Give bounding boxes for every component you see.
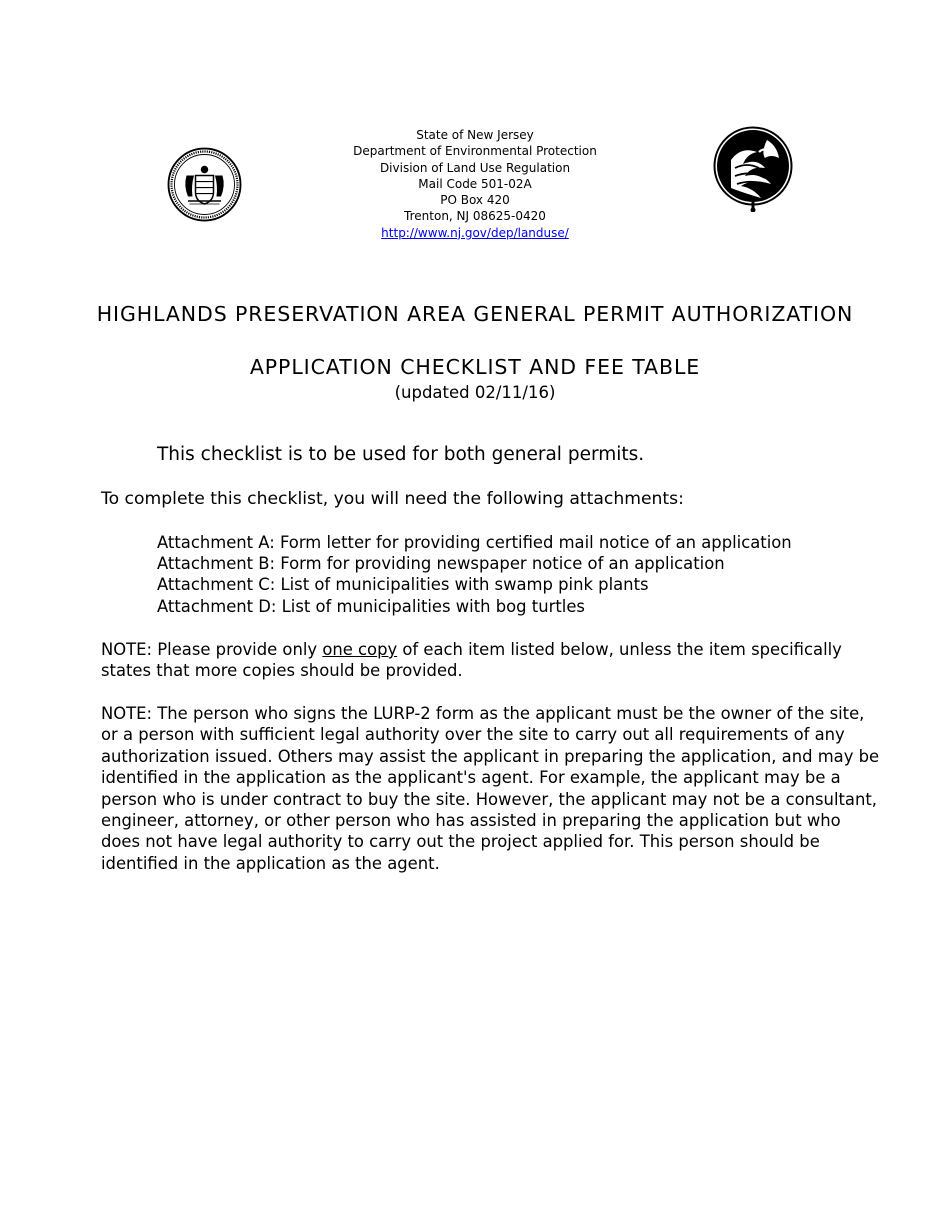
updated-date: (updated 02/11/16) — [394, 383, 556, 402]
agency-address-block — [325, 127, 625, 241]
note1-underlined: one copy — [322, 640, 398, 659]
attachments-list — [157, 532, 792, 617]
agency-department: Department of Environmental Protection — [353, 144, 597, 159]
document-title: HIGHLANDS PRESERVATION AREA GENERAL PERMIT AUTHORIZATION — [96, 302, 854, 326]
note1-text-before: NOTE: Please provide only — [101, 640, 323, 659]
note1-text-after: of each item listed below, unless the item specifically states that more copies should be provided. — [101, 640, 842, 681]
note-applicant: NOTE: The person who signs the LURP-2 form as the applicant must be the owner of the site, or a person with sufficient legal authority over the site to carry out all requirements of any authorization issued. Others may assist the applicant in preparing the application, and may be identified in the application as the applicant's agent. For example, the applicant may be a person who is under contract to buy the site. However, the applicant may not be a consultant, engineer, attorney, or other person who has assisted in preparing the application but who does not have legal authority to carry out the project applied for. This person should be identified in the application as the agent. — [101, 704, 880, 873]
intro-text: This checklist is to be used for both general permits. — [157, 444, 645, 465]
dep-logo-icon — [713, 126, 793, 212]
attachment-b: Attachment B: Form for providing newspaper notice of an application — [157, 554, 725, 574]
attachments-intro: To complete this checklist, you will need the following attachments: — [101, 489, 684, 509]
agency-city: Trenton, NJ 08625-0420 — [404, 209, 546, 224]
attachment-c: Attachment C: List of municipalities with swamp pink plants — [157, 575, 649, 595]
agency-po-box: PO Box 420 — [440, 193, 510, 208]
agency-website-link[interactable]: http://www.nj.gov/dep/landuse/ — [381, 225, 569, 240]
attachment-a: Attachment A: Form letter for providing certified mail notice of an application — [157, 533, 792, 552]
attachment-d: Attachment D: List of municipalities with bog turtles — [157, 596, 585, 616]
agency-division: Division of Land Use Regulation — [379, 160, 571, 175]
state-seal-icon — [167, 147, 242, 222]
document-subtitle: APPLICATION CHECKLIST AND FEE TABLE — [249, 355, 701, 379]
note-one-copy — [101, 639, 881, 682]
agency-mail-code: Mail Code 501-02A — [418, 176, 532, 191]
agency-state: State of New Jersey — [416, 128, 534, 142]
